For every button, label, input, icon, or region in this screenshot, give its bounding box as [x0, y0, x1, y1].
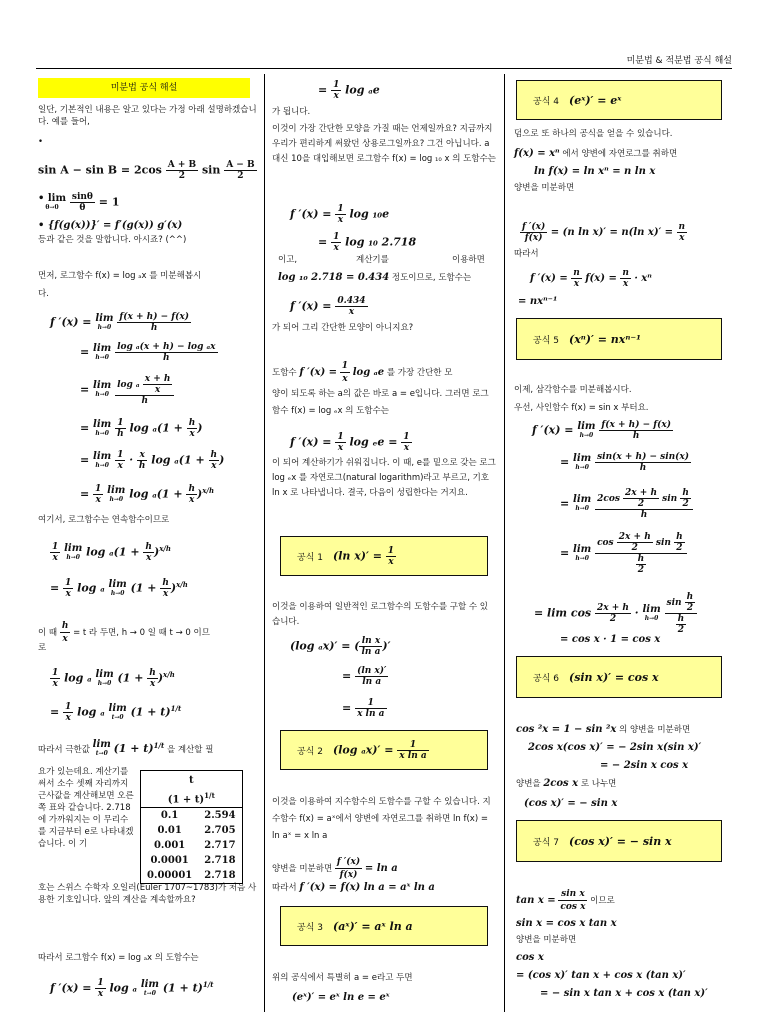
- common-log-derivative: f ′(x) = $\frac{1}{x}$ log ₁₀e: [290, 204, 390, 225]
- substitution-line: $\frac{1}{x}$ log ₐ lim h→0 (1 + $\frac{h}{x}$ )$^{x/h}$: [52, 668, 175, 689]
- table-row: 0.01 2.705: [141, 823, 243, 838]
- derivation-line: = lim h→0 $\frac{1}{x}$ · $\frac{x}{h}$ log ₐ(1 + $\frac{h}{x}$ ): [80, 450, 225, 471]
- body-text: 도함수 f ′(x) = $\frac{1}{x}$ log ₐe 를 가장 간단한 모: [272, 361, 453, 384]
- body-text: 따라서 극한값 lim t→0 $(1 + t)^{1/t}$ 을 계산할 필: [38, 739, 214, 758]
- derivation-line: = lim h→0 $\frac{\text{log ₐ(x + h) − log ₐx}}{h}$: [80, 342, 216, 363]
- formula-chain-rule: • {f(g(x))}′ = f′(g(x)) g′(x): [38, 220, 183, 231]
- header-title: 미분법 & 적분법 공식 해설: [626, 56, 732, 66]
- body-text: 이고,: [278, 255, 298, 265]
- body-text: 양변을 미분하면 $\frac{f '(x)}{f(x)}$ = ln a: [272, 857, 398, 880]
- tangent-line: sin x = cos x tan x: [516, 918, 617, 929]
- bullet: •: [38, 137, 44, 147]
- sine-derivation: = lim h→0 2cos $\frac{2x + h}{2}$ sin $\frac{h}{2}$ h: [560, 488, 693, 520]
- cosine-derivation: = − 2sin x cos x: [600, 760, 689, 771]
- derivation-line: = lim h→0 $\frac{1}{h}$ log ₐ(1 + $\frac{h}{x}$ ): [80, 418, 203, 439]
- body-text: 우선, 사인함수 f(x) = sin x 부터요.: [514, 403, 649, 413]
- cosine-derivation: (cos x)′ = − sin x: [524, 798, 618, 809]
- derivation-line: = lim h→0 log ₐ $\frac{x + h}{x}$ h: [80, 374, 174, 406]
- body-text: 이제, 삼각함수를 미분해봅시다.: [514, 385, 632, 395]
- log-a-derivative: (log ₐx)′ = ( $\frac{\text{ln x}}{\text{ln a}}$ )′: [290, 636, 391, 657]
- formula-label: 공식 4: [533, 96, 559, 107]
- sine-derivation-result: = cos x · 1 = cos x: [560, 634, 661, 645]
- column-divider: [504, 74, 505, 1012]
- formula-content: (aˣ)′ = aˣ ln a: [332, 919, 413, 933]
- common-log-derivative: = $\frac{1}{x}$ log ₁₀ 2.718: [318, 232, 417, 253]
- formula-label: 공식 6: [533, 673, 559, 684]
- continuity-line: $\frac{1}{x}$ lim h→0 log ₐ(1 + $\frac{h}{x}$ )$^{x/h}$: [52, 542, 172, 563]
- body-text: 이용하면: [452, 255, 485, 265]
- formula-content: (eˣ)′ = eˣ: [568, 93, 622, 107]
- body-text: log ₁₀ 2.718 = 0.434 정도이므로, 도함수는: [278, 272, 472, 283]
- page-header: [36, 54, 732, 69]
- body-text: 양변을 미분하면: [514, 183, 575, 193]
- formula-label: 공식 5: [533, 335, 559, 346]
- formula-box-2: [280, 730, 488, 770]
- body-text: 이것을 이용하여 지수함수의 도함수를 구할 수 있습니다. 지수함수 f(x) = aˣ에서 양변에 자연로그를 취하면 ln f(x) = ln aˣ = x ln a: [272, 797, 491, 841]
- formula-sin-limit: • lim θ→0 $\frac{\sin\theta}{\theta}$ = 1: [38, 192, 120, 213]
- result-line: = $\frac{1}{x}$ log ₐe: [318, 80, 380, 101]
- body-text: 여기서, 로그함수는 연속함수이므로: [38, 515, 170, 525]
- final-derivative: f ′(x) = $\frac{1}{x}$ log ₐ lim t→0 $(1 + t)^{1/t}$: [50, 978, 214, 999]
- sine-derivation: f ′(x) = lim h→0 $\frac{f(x + h) - f(x)}{h}$: [532, 420, 672, 441]
- body-text: 먼저, 로그함수 f(x) = log ₐx 를 미분해봅시: [38, 271, 202, 281]
- body-text: 가 됩니다.: [272, 107, 311, 117]
- cosine-derivation: 2cos x(cos x)′ = − 2sin x(sin x)′: [528, 742, 702, 753]
- body-text: 양변을 2cos x 로 나누면: [516, 778, 617, 789]
- formula-box-5: [516, 318, 722, 360]
- sine-derivation: = lim h→0 cos $\frac{2x + h}{2}$ sin $\frac{h}{2}$ $\frac{h}{2}$: [560, 532, 687, 575]
- formula-box-6: [516, 656, 722, 698]
- formula-label: 공식 7: [533, 837, 559, 848]
- body-text: 따라서 로그함수 f(x) = log ₐx 의 도함수는: [38, 953, 199, 963]
- body-text: 따라서 f ′(x) = f(x) ln a = aˣ ln a: [272, 882, 435, 893]
- table-row: 0.00001 2.718: [141, 868, 243, 884]
- body-text: 호는 스위스 수학자 오일러(Euler 1707~1783)가 처음 사용한 기호입니다. 앞의 계산을 계속할까요?: [38, 883, 257, 905]
- body-text: 이것을 이용하여 일반적인 로그함수의 도함수를 구할 수 있습니다.: [272, 602, 488, 627]
- formula-content: (ln x)′ = $\frac{1}{x}$: [332, 545, 395, 567]
- power-log-line: ln f(x) = ln xⁿ = n ln x: [534, 166, 656, 177]
- common-log-result: f ′(x) = $\frac{0.434}{x}$: [290, 296, 366, 317]
- body-text: f(x) = xⁿ 에서 양변에 자연로그를 취하면: [514, 148, 678, 159]
- body-text: 덤으로 또 하나의 공식을 얻을 수 있습니다.: [514, 129, 673, 139]
- exp-e-derivative: (eˣ)′ = eˣ ln e = eˣ: [292, 992, 390, 1003]
- body-text: 양변을 미분하면: [516, 935, 577, 945]
- substitution-line: = $\frac{1}{x}$ log ₐ lim t→0 $(1 + t)^{1/t}$: [50, 702, 182, 723]
- power-derivative-line: $\frac{f '(x)}{f(x)}$ = (n ln x)′ = n(ln x)′ = $\frac{n}{x}$: [522, 222, 686, 243]
- power-derivative-line: f ′(x) = $\frac{n}{x}$ f(x) = $\frac{n}{x}$ · xⁿ: [530, 268, 652, 289]
- tangent-line: cos x: [516, 952, 544, 963]
- formula-content: (sin x)′ = cos x: [568, 670, 659, 684]
- body-text: cos ²x = 1 − sin ²x 의 양변을 미분하면: [516, 724, 691, 735]
- intro-text: 등과 같은 것을 말합니다. 아시죠? (^^): [38, 235, 187, 245]
- formula-label: 공식 2: [297, 746, 323, 757]
- body-text: 양이 되도록 하는 a의 값은 바로 a = e입니다. 그러면 로그함수 f(x) = log ₑx 의 도함수는: [272, 389, 489, 416]
- formula-content: (log ₐx)′ = $\frac{1}{\text{x ln a}}$: [332, 739, 427, 761]
- body-text: 따라서: [514, 249, 539, 259]
- formula-box-1: [280, 536, 488, 576]
- sine-derivation: = lim h→0 $\frac{\sin(x + h) - \sin(x)}{h}$: [560, 452, 690, 473]
- natural-log-derivative: f ′(x) = $\frac{1}{x}$ log ₑe = $\frac{1}{x}$: [290, 432, 410, 453]
- power-derivative-result: = nxⁿ⁻¹: [518, 296, 558, 307]
- formula-label: 공식 1: [297, 552, 323, 563]
- formula-label: 공식 3: [297, 922, 323, 933]
- log-a-derivative: = $\frac{\text{(ln x)′}}{\text{ln a}}$: [342, 666, 387, 687]
- body-text: 이 되어 계산하기가 쉬워집니다. 이 때, e를 밑으로 갖는 로그 log ₑx 를 자연로그(natural logarithm)라고 부르고, 기호 ln x 로 나타냅니다. 결국, 다음이 성립한다는 거지요.: [272, 458, 496, 498]
- body-text: 이 때 $\frac{h}{x}$ = t 라 두면, h → 0 일 때 t → 0 이므: [38, 621, 210, 644]
- table-row: 0.1 2.594: [141, 808, 243, 824]
- table-row: 0.001 2.717: [141, 838, 243, 853]
- log-a-derivative: = $\frac{1}{\text{x ln a}}$: [342, 698, 385, 719]
- section-title: 미분법 공식 해설: [38, 78, 250, 98]
- formula-box-4: [516, 80, 722, 120]
- body-text: 가 되어 그리 간단한 모양이 아니지요?: [272, 323, 414, 333]
- intro-text: 일단, 기본적인 내용은 알고 있다는 가정 아래 설명하겠습니다. 예를 들어,: [38, 105, 257, 127]
- body-text: 다.: [38, 289, 49, 299]
- e-approximation-table: [140, 770, 243, 884]
- formula-content: (cos x)′ = − sin x: [568, 834, 672, 848]
- body-text: 로: [38, 643, 47, 653]
- sine-derivation: = lim cos $\frac{2x + h}{2}$ · lim h→0 sin $\frac{h}{2}$ $\frac{h}{2}$: [534, 592, 697, 635]
- formula-box-7: [516, 820, 722, 862]
- formula-content: (xⁿ)′ = nxⁿ⁻¹: [568, 332, 641, 346]
- body-text: tan x = $\frac{\text{sin x}}{\text{cos x}}$ 이므로: [516, 889, 615, 912]
- derivation-line: = $\frac{1}{x}$ lim h→0 log ₐ(1 + $\frac{h}{x}$ )$^{x/h}$: [80, 484, 215, 505]
- formula-sin-diff: sin A − sin B = 2cos $\frac{A + B}{2}$ sin $\frac{A - B}{2}$: [38, 160, 255, 181]
- body-text: 이것이 가장 간단한 모양을 가질 때는 언제일까요? 지금까지 우리가 편리하게 써왔던 상용로그일까요? 그건 아닙니다. a 대신 10을 대입해보면 로그함수 f(x) = log ₁₀ x 의 도함수는: [272, 124, 497, 164]
- body-text: 계산기를: [356, 255, 389, 265]
- derivation-line: f ′(x) = lim h→0 $\frac{f(x + h) - f(x)}{h}$: [50, 312, 190, 333]
- body-text: 위의 공식에서 특별히 a = e라고 두면: [272, 973, 413, 983]
- continuity-line: = $\frac{1}{x}$ log ₐ lim h→0 (1 + $\frac{h}{x}$ )$^{x/h}$: [50, 578, 188, 599]
- tangent-line: = − sin x tan x + cos x (tan x)′: [540, 988, 708, 999]
- table-header-t: t: [141, 771, 243, 790]
- table-header-expr: $(1 + t)^{1/t}$: [141, 789, 243, 808]
- body-text: 요가 있는데요. 계산기를 써서 소수 셋째 자리까지 근사값을 계산해보면 오른쪽 표와 같습니다. 2.718에 가까워지는 이 무리수를 지금부터 e로 나타내겠습니다. 이 기: [38, 767, 134, 849]
- tangent-line: = (cos x)′ tan x + cos x (tan x)′: [516, 970, 686, 981]
- formula-box-3: [280, 906, 488, 946]
- column-divider: [264, 74, 265, 1012]
- table-row: 0.0001 2.718: [141, 853, 243, 868]
